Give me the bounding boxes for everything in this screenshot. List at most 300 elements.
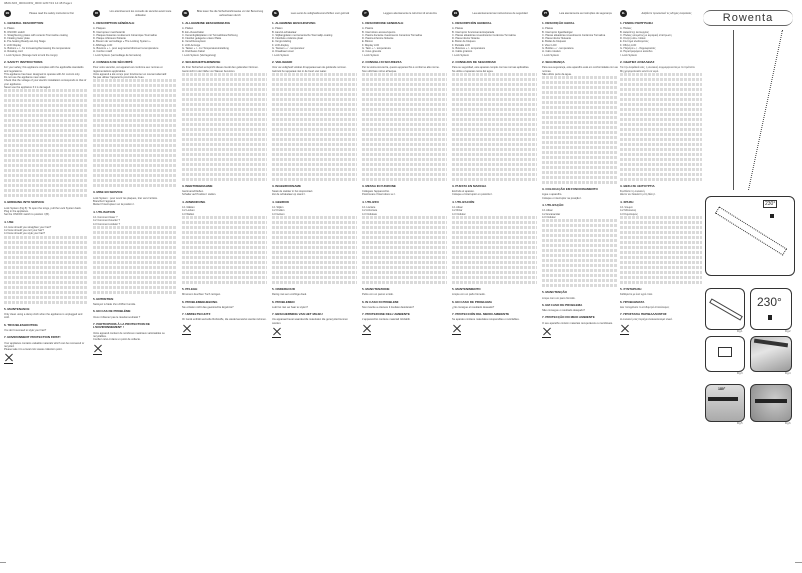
body-text-filler: [542, 106, 618, 109]
list-item: C. Keramikglättplatten mit Turmalinbeschichtung: [182, 33, 238, 37]
list-item: A. Platen: [272, 27, 283, 31]
body-text-filler: [542, 284, 618, 287]
section-title: 7. PROTECCIÓN DEL MEDIO AMBIENTE: [452, 312, 510, 317]
body-text-filler: [272, 143, 357, 146]
section-title: 2. CONSEILS DE SÉCURITÉ: [93, 59, 133, 64]
body-text-filler: [182, 216, 267, 219]
section-title: 6. TROUBLESHOOTING: [4, 322, 38, 327]
language-header: [362, 10, 447, 17]
body-text-filler: [362, 133, 447, 136]
fig5-angle-label: 180°: [718, 387, 726, 391]
body-text-filler: [362, 148, 447, 151]
list-item: A. Platten: [182, 27, 194, 31]
body-text-filler: [362, 73, 447, 76]
body-text-filler: [93, 89, 177, 92]
body-text-filler: [620, 108, 702, 111]
body-text-filler: [620, 73, 702, 76]
body-text-filler: [4, 154, 88, 157]
list-item: C. Plaques lissantes revêtement Céramique Tourmaline: [93, 33, 157, 37]
body-text-filler: [93, 144, 177, 147]
body-text-filler: [182, 78, 267, 81]
section-title: 5. ONDERHOUD: [272, 286, 296, 291]
body-text-filler: [182, 163, 267, 166]
list-item: For your safety, this appliance complies with the applicable standards and regulations.: [4, 66, 84, 73]
list-item: 4.3 Wellen: [182, 212, 195, 216]
list-item: Mit einem feuchten Tuch reinigen.: [182, 293, 221, 297]
body-text-filler: [542, 161, 618, 164]
list-item: H. Rotating cord: [4, 50, 23, 54]
body-text-filler: [4, 261, 88, 264]
list-item: Lukt het niet uw haar te stylen?: [272, 305, 308, 309]
list-item: Para sua segurança, este aparelho está em conformidade com as normas.: [542, 66, 618, 73]
list-item: Voor uw veiligheid voldoet dit apparaat aan de geldende normen.: [272, 66, 347, 70]
list-item: Schalter auf Position I stellen.: [182, 193, 217, 197]
language-column-fr: [93, 10, 177, 565]
body-text-filler: [272, 266, 357, 269]
list-item: 4.1 Glätten: [182, 206, 195, 210]
list-item: G. Πλήκτρα + / - θερμοκρασίας: [620, 47, 656, 51]
body-text-filler: [93, 276, 177, 279]
body-text-filler: [272, 241, 357, 244]
body-text-filler: [620, 216, 702, 219]
body-text-filler: [272, 153, 357, 156]
body-text-filler: [452, 226, 537, 229]
body-text-filler: [542, 96, 618, 99]
list-item: Confiez celui-ci dans un point de collecte.: [93, 338, 141, 342]
section-title: 6. PROBLEMBEHEBUNG: [182, 299, 218, 304]
list-item: F. Affichage LCD: [93, 43, 113, 47]
body-text-filler: [4, 266, 88, 269]
list-item: B. ON/OFF switch: [4, 30, 25, 34]
body-text-filler: [182, 128, 267, 131]
body-text-filler: [272, 83, 357, 86]
list-item: Zu Ihrer Sicherheit entspricht dieses Gerät den geltenden Normen.: [182, 66, 259, 70]
section-title: 3. MESSA IN FUNZIONE: [362, 183, 396, 188]
body-text-filler: [272, 128, 357, 131]
body-text-filler: [93, 236, 177, 239]
body-text-filler: [4, 99, 88, 102]
body-text-filler: [93, 286, 177, 289]
body-text-filler: [93, 241, 177, 244]
body-text-filler: [620, 98, 702, 101]
list-item: C. Placas alisadoras revestimento Cerâmica Turmalina: [542, 33, 606, 37]
list-item: H. Cordon rotatif: [93, 50, 113, 54]
crossed-bin-icon: [272, 327, 281, 338]
weee-notice: [362, 324, 447, 335]
body-text-filler: [182, 148, 267, 151]
list-item: No utilice el aparato cerca del agua.: [452, 69, 494, 73]
language-header: [272, 10, 357, 17]
body-text-filler: [452, 93, 537, 96]
body-text-filler: [542, 136, 618, 139]
list-item: Gerät anschließen.: [182, 190, 204, 194]
body-text-filler: [182, 98, 267, 101]
body-text-filler: [362, 113, 447, 116]
list-item: 4.2 Rizar: [452, 209, 463, 213]
body-text-filler: [182, 251, 267, 254]
body-text-filler: [452, 246, 537, 249]
list-item: B. Interrupteur marche/arrêt: [93, 30, 126, 34]
body-text-filler: [542, 126, 618, 129]
body-text-filler: [93, 266, 177, 269]
body-text-filler: [542, 166, 618, 169]
weee-notice: [452, 324, 537, 335]
body-text-filler: [182, 138, 267, 141]
weee-notice: [93, 344, 177, 355]
body-text-filler: [4, 236, 88, 239]
body-text-filler: [4, 139, 88, 142]
body-text-filler: [452, 128, 537, 131]
crop-mark: [0, 562, 6, 563]
body-text-filler: [272, 271, 357, 274]
section-title: 2. SAFETY INSTRUCTIONS: [4, 59, 43, 64]
safety-intro: Please read the safety instructions first: [29, 11, 74, 15]
list-item: Ligue o aparelho.: [542, 193, 563, 197]
body-text-filler: [452, 83, 537, 86]
fig2-temp-display: 230°: [757, 295, 782, 309]
list-item: 4.3 Κυματισμός: [620, 212, 638, 216]
body-text-filler: [362, 236, 447, 239]
body-text-filler: [452, 143, 537, 146]
body-text-filler: [182, 271, 267, 274]
section-title: 3. MISE EN SERVICE: [93, 190, 123, 195]
list-item: Posizionare l'interruttore su I.: [362, 193, 396, 197]
section-title: 6. IN CASO DI PROBLEMI: [362, 299, 399, 304]
body-text-filler: [93, 226, 177, 229]
body-text-filler: [542, 86, 618, 89]
body-text-filler: [452, 168, 537, 171]
body-text-filler: [362, 221, 447, 224]
body-text-filler: [182, 168, 267, 171]
body-text-filler: [272, 226, 357, 229]
safety-intro: Leia atentamente as instruções de segurança: [559, 11, 612, 15]
language-badge-icon: DE: [182, 10, 189, 17]
body-text-filler: [4, 149, 88, 152]
body-text-filler: [182, 266, 267, 269]
section-title: 5. MANTENIMIENTO: [452, 286, 481, 291]
body-text-filler: [93, 231, 177, 234]
body-text-filler: [452, 118, 537, 121]
body-text-filler: [272, 231, 357, 234]
body-text-filler: [93, 281, 177, 284]
section-title: 2. CONSIGLI DI SICUREZZA: [362, 59, 402, 64]
section-title: 2. VEILIGHEID: [272, 59, 293, 64]
list-item: Per la vostra sicurezza, questo apparecchio è conforme alle norme.: [362, 66, 440, 70]
body-text-filler: [452, 221, 537, 224]
body-text-filler: [362, 163, 447, 166]
body-text-filler: [272, 138, 357, 141]
section-title: 3. BRINGING INTO SERVICE: [4, 200, 45, 205]
body-text-filler: [182, 241, 267, 244]
list-item: Steek de stekker in het stopcontact.: [272, 190, 314, 194]
straightener-sketch: [715, 206, 787, 255]
body-text-filler: [362, 271, 447, 274]
section-title: 1. ALLGEMEINE BESCHREIBUNG: [182, 21, 231, 25]
weee-notice: [542, 327, 618, 338]
body-text-filler: [452, 123, 537, 126]
section-title: 2. SICHERHEITSHINWEISE: [182, 59, 221, 64]
language-header: [4, 10, 88, 17]
language-column-nl: [272, 10, 357, 565]
list-item: ¿No consigue el resultado deseado?: [452, 305, 495, 309]
section-title: 3. PUESTA EN MARCHA: [452, 183, 487, 188]
list-item: D. Plaque inférieure flottante: [93, 37, 126, 41]
body-text-filler: [4, 271, 88, 274]
body-text-filler: [93, 251, 177, 254]
list-item: B. Interruptor ligar/desligar: [542, 30, 573, 34]
list-item: H. Cable giratorio: [452, 50, 473, 54]
section-title: 4. UTILISATION: [93, 209, 115, 214]
list-item: This appliance has been designed to operate with AC current only.: [4, 72, 81, 76]
section-title: 5. ΣΥΝΤΗΡΗΣΗ: [620, 286, 642, 291]
body-text-filler: [93, 174, 177, 177]
list-item: C. Πλάκες ισιώματος με κεραμική επίστρωση: [620, 33, 672, 37]
list-item: Nettoyez à l'aide d'un chiffon humide.: [93, 303, 136, 307]
list-item: 4.2 Encaracolar: [542, 212, 561, 216]
body-text-filler: [620, 118, 702, 121]
body-text-filler: [272, 251, 357, 254]
list-item: G. Botones + / - temperatura: [452, 47, 485, 51]
body-text-filler: [452, 216, 537, 219]
body-text-filler: [452, 153, 537, 156]
language-header: [452, 10, 537, 17]
list-item: G. Tasten + / - zur Temperatureinstellung: [182, 47, 229, 51]
language-column-el: [620, 10, 702, 565]
list-item: L'apparecchio contiene materiali riciclabili.: [362, 318, 411, 322]
list-item: Lock System (Fig.5): To open the tongs, pull the Lock System back.: [4, 206, 82, 210]
body-text-filler: [620, 148, 702, 151]
section-title: 4. ANWENDUNG: [182, 199, 206, 204]
crossed-bin-icon: [362, 324, 371, 335]
body-text-filler: [272, 163, 357, 166]
figure-2: [750, 288, 792, 330]
figure-6: [750, 384, 792, 422]
language-badge-icon: FR: [93, 10, 100, 17]
body-text-filler: [452, 266, 537, 269]
list-item: C. Straightening plates with ceramic Tourmaline coating: [4, 33, 68, 37]
list-item: F. Visor LCD: [542, 43, 557, 47]
list-item: 4.2 Krullen: [272, 209, 285, 213]
body-text-filler: [362, 168, 447, 171]
body-text-filler: [272, 123, 357, 126]
body-text-filler: [620, 103, 702, 106]
section-title: 7. ΠΡΟΣΤΑΣΙΑ ΠΕΡΙΒΑΛΛΟΝΤΟΣ: [620, 312, 667, 317]
body-text-filler: [542, 156, 618, 159]
list-item: Não consegue o resultado desejado?: [542, 309, 585, 313]
section-title: 6. EN CASO DE PROBLEMA: [452, 299, 493, 304]
list-item: Collegare l'apparecchio.: [362, 190, 390, 194]
body-text-filler: [452, 236, 537, 239]
body-text-filler: [182, 281, 267, 284]
body-text-filler: [272, 168, 357, 171]
list-item: D. Placa inferior flutuante: [542, 37, 572, 41]
body-text-filler: [93, 124, 177, 127]
list-item: Please take it to a local civic waste collection point.: [4, 348, 63, 352]
list-item: Lock System : pour ouvrir les plaques, tirer vers l'arrière.: [93, 196, 158, 200]
body-text-filler: [182, 276, 267, 279]
body-text-filler: [93, 139, 177, 142]
body-text-filler: [362, 98, 447, 101]
list-item: Coloque el interruptor en posición I.: [452, 193, 493, 197]
section-title: 4. UTILIZAÇÃO: [542, 203, 564, 208]
body-text-filler: [272, 148, 357, 151]
crossed-bin-icon: [4, 353, 13, 364]
body-text-filler: [362, 138, 447, 141]
section-title: 4. USE: [4, 219, 14, 224]
list-item: Gebruik het apparaat niet in de buurt van water.: [272, 69, 327, 73]
body-text-filler: [362, 251, 447, 254]
body-text-filler: [93, 159, 177, 162]
section-title: 5. MANUTENZIONE: [362, 286, 390, 291]
list-item: Ihr Gerät enthält wertvolle Rohstoffe, die wiederverwertet werden können.: [182, 318, 267, 322]
list-item: I. Lock System: [542, 53, 560, 57]
straightener-photo: [755, 399, 787, 403]
body-text-filler: [272, 256, 357, 259]
body-text-filler: [4, 286, 88, 289]
figure-1: [705, 288, 745, 330]
body-text-filler: [542, 121, 618, 124]
body-text-filler: [4, 124, 88, 127]
body-text-filler: [93, 184, 177, 187]
weee-notice: [272, 327, 357, 338]
crossed-bin-icon: [182, 324, 191, 335]
section-title: 5. PFLEGE: [182, 286, 198, 291]
list-item: Non utilizzare vicino all'acqua.: [362, 69, 397, 73]
body-text-filler: [620, 276, 702, 279]
list-item: D. Placa inferior flotante: [452, 37, 480, 41]
section-title: 1. ALGEMENE BESCHRIJVING: [272, 21, 316, 25]
body-text-filler: [452, 251, 537, 254]
section-title: 5. ENTRETIEN: [93, 296, 114, 301]
body-text-filler: [93, 129, 177, 132]
body-text-filler: [452, 103, 537, 106]
section-title: 4. GEBRUIK: [272, 199, 290, 204]
body-text-filler: [93, 79, 177, 82]
body-text-filler: [182, 133, 267, 136]
body-text-filler: [362, 241, 447, 244]
list-item: D. Piastra inferiore flottante: [362, 37, 394, 41]
body-text-filler: [542, 274, 618, 277]
body-text-filler: [362, 173, 447, 176]
fig1-label: Fig.1: [737, 330, 743, 333]
section-title: 5. MANUTENÇÃO: [542, 290, 568, 295]
body-text-filler: [272, 133, 357, 136]
body-text-filler: [542, 146, 618, 149]
body-text-filler: [362, 178, 447, 181]
body-text-filler: [452, 261, 537, 264]
list-item: H. Cavo girevole: [362, 50, 382, 54]
body-text-filler: [542, 219, 618, 222]
list-item: Limpie con un paño húmedo.: [452, 293, 486, 297]
list-item: 4.1 Stijlen: [272, 206, 284, 210]
list-item: Enchufe el aparato.: [452, 190, 475, 194]
list-item: O seu aparelho contém materiais recuperáveis ou recicláveis.: [542, 321, 613, 325]
list-item: 4.1 How should you straighten your hair?: [4, 225, 52, 229]
body-text-filler: [4, 241, 88, 244]
list-item: Συνδέστε τη συσκευή.: [620, 190, 646, 194]
list-item: Gerät nicht in der Nähe von Wasser benutzen.: [182, 69, 236, 73]
body-text-filler: [93, 261, 177, 264]
body-text-filler: [182, 221, 267, 224]
fig4-label: Fig.4: [785, 372, 791, 375]
body-text-filler: [362, 108, 447, 111]
list-item: F. Pantalla LCD: [452, 43, 471, 47]
body-text-filler: [542, 171, 618, 174]
body-text-filler: [452, 158, 537, 161]
body-text-filler: [452, 73, 537, 76]
body-text-filler: [542, 224, 618, 227]
body-text-filler: [620, 231, 702, 234]
list-item: F. Display LCD: [362, 43, 380, 47]
list-item: 4.3 Ondular: [542, 215, 556, 219]
list-item: A. Placas: [542, 27, 553, 31]
list-item: Θέστε τον διακόπτη στη θέση I.: [620, 193, 656, 197]
body-text-filler: [4, 291, 88, 294]
body-text-filler: [93, 271, 177, 274]
body-text-filler: [620, 78, 702, 81]
body-text-filler: [362, 261, 447, 264]
body-text-filler: [362, 256, 447, 259]
body-text-filler: [362, 118, 447, 121]
safety-intro: Lea atentamente las instrucciones de seguridad: [472, 11, 528, 15]
body-text-filler: [362, 123, 447, 126]
body-text-filler: [4, 104, 88, 107]
body-text-filler: [182, 226, 267, 229]
language-column-it: [362, 10, 447, 565]
list-item: Votre appareil contient de nombreux matériaux valorisables ou recyclables.: [93, 331, 165, 338]
list-item: 4.3 Ondulare: [362, 212, 377, 216]
body-text-filler: [182, 108, 267, 111]
language-badge-icon: PT: [542, 10, 549, 17]
list-item: E. Σύστημα κλειδώματος: [620, 40, 649, 44]
body-text-filler: [542, 259, 618, 262]
body-text-filler: [4, 174, 88, 177]
weee-notice: [182, 324, 267, 335]
body-text-filler: [542, 264, 618, 267]
list-item: I. Lock System: [272, 53, 290, 57]
figure-5: [705, 384, 745, 422]
body-text-filler: [620, 138, 702, 141]
list-item: Votre appareil a été conçu pour fonctionner en courant alternatif.: [93, 72, 167, 76]
list-item: H. Drehbares Kabel: [182, 50, 205, 54]
list-item: 4.2 Comment boucler ?: [93, 219, 120, 223]
section-title: 4. ΧΡΗΣΗ: [620, 199, 634, 204]
body-text-filler: [542, 116, 618, 119]
body-text-filler: [182, 256, 267, 259]
body-text-filler: [452, 256, 537, 259]
list-item: Check that the voltage of your electric installation corresponds to that of your appliance.: [4, 79, 87, 86]
body-text-filler: [620, 153, 702, 156]
list-item: 4.3 Ondular: [452, 212, 466, 216]
list-item: Limpe com um pano húmido.: [542, 296, 576, 300]
list-item: F. Οθόνη LCD: [620, 43, 637, 47]
body-text-filler: [93, 246, 177, 249]
section-title: 4. UTILIZACIÓN: [452, 199, 475, 204]
body-text-filler: [4, 159, 88, 162]
body-text-filler: [93, 134, 177, 137]
body-text-filler: [4, 129, 88, 132]
body-text-filler: [620, 178, 702, 181]
list-item: E. Vergrendeling: [272, 40, 292, 44]
list-item: Mettez l'interrupteur sur la position I.: [93, 203, 135, 207]
body-text-filler: [4, 256, 88, 259]
safety-intro: Bitte lesen Sie die Sicherheitshinweise vor der Benutzung aufmerksam durch: [196, 10, 264, 17]
body-text-filler: [272, 118, 357, 121]
body-text-filler: [452, 108, 537, 111]
section-title: 7. UMWELTSCHUTZ: [182, 312, 211, 317]
body-text-filler: [452, 113, 537, 116]
body-text-filler: [620, 261, 702, 264]
